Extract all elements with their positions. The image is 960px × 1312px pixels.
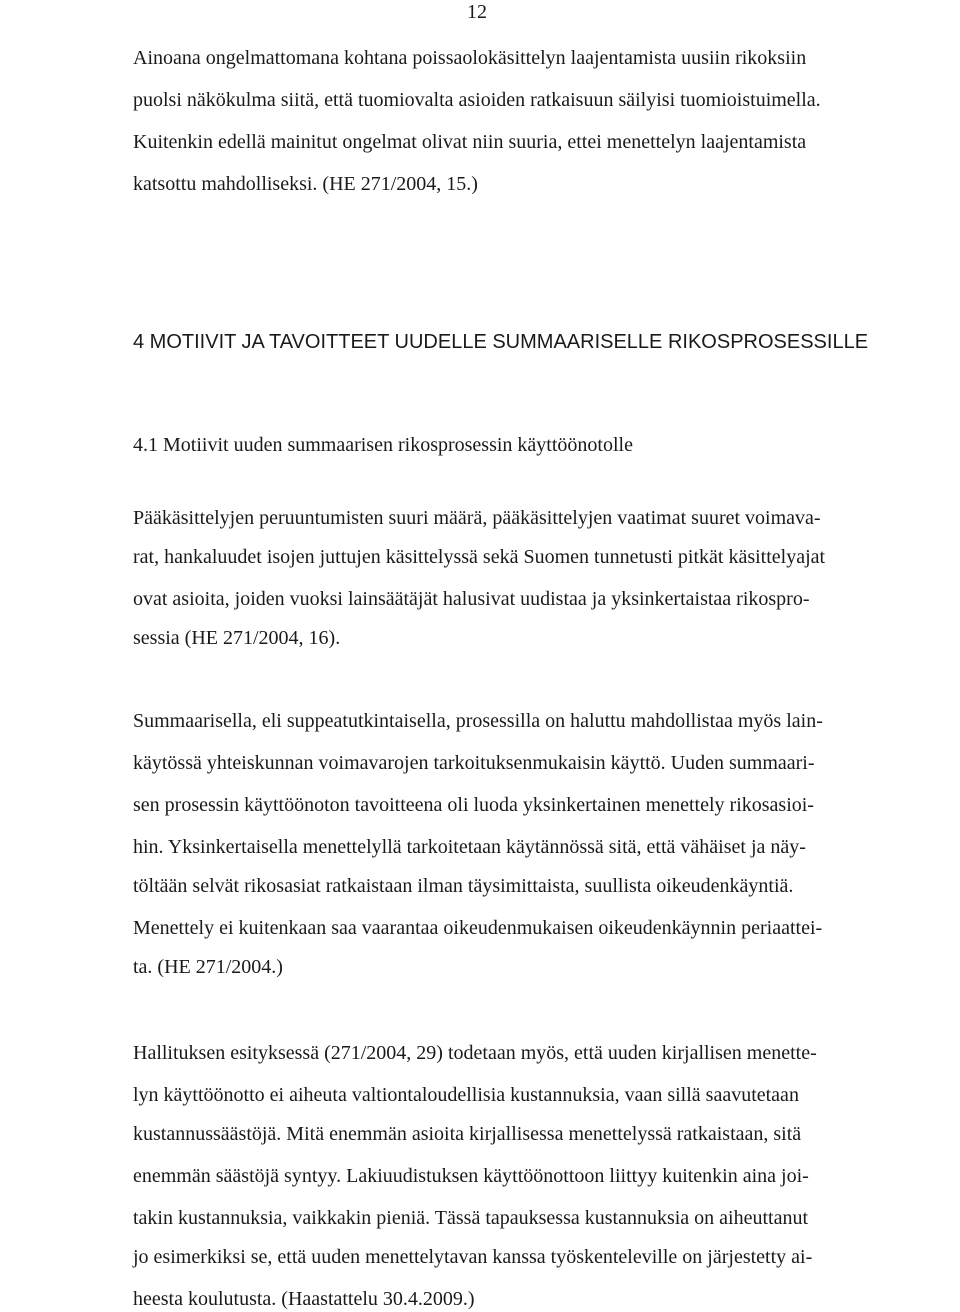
paragraph-2-line: sen prosessin käyttöönoton tavoitteena oli luoda yksinkertainen menettely rikosasioi- (133, 794, 814, 816)
paragraph-intro-line: Kuitenkin edellä mainitut ongelmat olivat niin suuria, ettei menettelyn laajentamista (133, 131, 807, 153)
paragraph-2-line: töltään selvät rikosasiat ratkaistaan ilman täysimittaista, suullista oikeudenkäyntiä. (133, 875, 794, 897)
paragraph-3-line: takin kustannuksia, vaikkakin pieniä. Tässä tapauksessa kustannuksia on aiheuttanut (133, 1207, 809, 1229)
paragraph-3-line: lyn käyttöönotto ei aiheuta valtiontaloudellisia kustannuksia, vaan sillä saavutetaan (133, 1084, 799, 1106)
paragraph-1-line: Pääkäsittelyjen peruuntumisten suuri määrä, pääkäsittelyjen vaatimat suuret voimava- (133, 507, 821, 529)
paragraph-2-line: Menettely ei kuitenkaan saa vaarantaa oikeudenmukaisen oikeudenkäynnin periaattei- (133, 917, 823, 939)
paragraph-1-line: rat, hankaluudet isojen juttujen käsittelyssä sekä Suomen tunnetusti pitkät käsittelyajat (133, 546, 826, 568)
paragraph-intro-line: puolsi näkökulma siitä, että tuomiovalta asioiden ratkaisuun säilyisi tuomioistuimella. (133, 89, 821, 111)
paragraph-2-line: hin. Yksinkertaisella menettelyllä tarkoitetaan käytännössä sitä, että vähäiset ja näy- (133, 836, 806, 858)
paragraph-2-line: Summaarisella, eli suppeatutkintaisella, prosessilla on haluttu mahdollistaa myös lain- (133, 710, 823, 732)
paragraph-intro-line: Ainoana ongelmattomana kohtana poissaolokäsittelyn laajentamista uusiin rikoksiin (133, 47, 807, 69)
paragraph-1-line: sessia (HE 271/2004, 16). (133, 627, 341, 649)
paragraph-intro-line: katsottu mahdolliseksi. (HE 271/2004, 15.) (133, 173, 478, 195)
paragraph-3-line: heesta koulutusta. (Haastattelu 30.4.2009.) (133, 1288, 475, 1310)
paragraph-2-line: käytössä yhteiskunnan voimavarojen tarkoituksenmukaisin käyttö. Uuden summaari- (133, 752, 815, 774)
paragraph-2-line: ta. (HE 271/2004.) (133, 956, 283, 978)
paragraph-3-line: jo esimerkiksi se, että uuden menettelytavan kanssa työskenteleville on järjestetty ai- (133, 1246, 813, 1268)
page-number: 12 (467, 1, 487, 23)
paragraph-1-line: ovat asioita, joiden vuoksi lainsäätäjät halusivat uudistaa ja yksinkertaistaa rikospro- (133, 588, 810, 610)
paragraph-3-line: enemmän säästöjä syntyy. Lakiuudistuksen käyttöönottoon liittyy kuitenkin aina joi- (133, 1165, 809, 1187)
chapter-heading: 4 MOTIIVIT JA TAVOITTEET UUDELLE SUMMAARISELLE RIKOSPROSESSILLE (133, 331, 869, 353)
paragraph-3-line: kustannussäästöjä. Mitä enemmän asioita kirjallisessa menettelyssä ratkaistaan, sitä (133, 1123, 802, 1145)
paragraph-3-line: Hallituksen esityksessä (271/2004, 29) todetaan myös, että uuden kirjallisen menette- (133, 1042, 817, 1064)
section-heading: 4.1 Motiivit uuden summaarisen rikosprosessin käyttöönotolle (133, 434, 633, 456)
